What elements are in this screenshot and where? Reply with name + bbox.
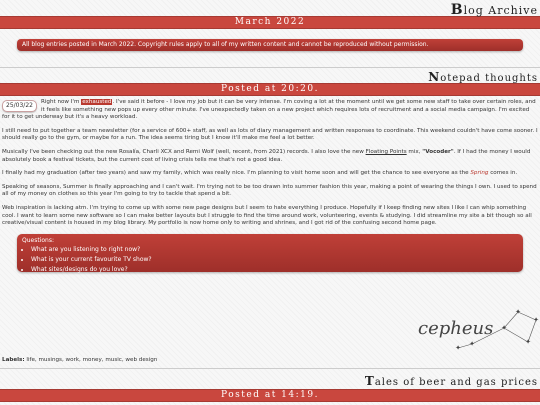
question-item: • What sites/designs do you love? [31, 265, 518, 275]
divider [0, 368, 540, 369]
paragraph-6: Web inspiration is lacking atm. I'm trying to come up with some new page designs but I seem to hate everything I produce. Hopefully if I keep finding new sites I like I can whip something cool. I want to learn some new software so I can make better layouts but I struggle to find the time around work, volunteering, events & studying. I did streamline my site a bit though so all creative/visual content is housed in my blog library. My portfolio is now home only to writing and shrines, and I got rid of the confusing second home page. [2, 204, 532, 227]
spring-emphasis: Spring [470, 170, 489, 177]
svg-text:✦: ✦ [469, 340, 475, 348]
highlight-exhausted: exhausted [82, 99, 112, 105]
posted-at-band: Posted at 20:20. [0, 83, 540, 96]
question-item: • What are you listening to right now? [31, 245, 518, 255]
questions-label: Questions: [22, 236, 54, 244]
labels-label: Labels: [2, 357, 25, 363]
next-post-title-rest: ales of beer and gas prices [374, 377, 538, 388]
paragraph-5: Speaking of seasons, Summer is finally approaching and I can't wait. I'm trying not to be too drawn into summer fashion this year, making a point of wearing the things I own. I used to spend all of my money on clothes so this year I'm going to try to tackle that spend a bit. [2, 183, 537, 198]
svg-text:✦: ✦ [515, 308, 521, 316]
archive-title [0, 0, 540, 18]
floating-points-link[interactable]: Floating Points [365, 148, 407, 155]
paragraph-1 [2, 99, 538, 122]
paragraph-4 [2, 170, 538, 178]
post-title[interactable] [0, 70, 540, 82]
date-badge: 25/03/22 [2, 100, 37, 112]
p1-text-b: . I've said it before - I love my job but it can be very intense. I'm coving a lot at the moment until we get some new staff to take over certain roles, and it feels like something new pops up every other minute. I've unexpectedly taken on a new project which requires lots of recruitment and a social media campaign. I'm excited for it to get underway but it's a heavy workload. [2, 99, 536, 121]
month-band: March 2022 [0, 16, 540, 29]
next-post-title[interactable] [365, 374, 538, 388]
p1-text-a: Right now I'm [40, 99, 82, 105]
p3-text-a: Musically I've been checking out the new Rosalía, Charli XCX and Remi Wolf (well, recent, from 2021) records. I also love the new [2, 148, 366, 155]
post-content [0, 99, 540, 228]
svg-text:✦: ✦ [533, 316, 539, 324]
labels-list[interactable]: life, musings, work, money, music, web design [26, 357, 158, 363]
paragraph-3 [2, 149, 538, 164]
svg-text:✦: ✦ [501, 324, 507, 332]
archive-title-cap: B [450, 2, 464, 18]
questions-box [17, 234, 523, 272]
vocoder-title: "Vocoder" [422, 148, 454, 155]
post-title-cap: N [428, 70, 441, 84]
archive-title-rest: log Archive [463, 4, 538, 17]
signature-text: cepheus [418, 318, 494, 339]
cepheus-signature-constellation [412, 298, 540, 358]
questions-list [22, 245, 518, 275]
divider [0, 67, 540, 68]
p4-text-b: comes in. [488, 170, 518, 177]
p4-text-a: I finally had my graduation (after two years) and saw my family, which was really nice. I'm planning to visit home soon and will get the chance to see everyone as the [2, 170, 471, 177]
post-labels [2, 357, 157, 363]
next-posted-at-band: Posted at 14:19. [0, 389, 540, 402]
question-item: • What is your current favourite TV show? [31, 255, 518, 265]
svg-text:✦: ✦ [525, 338, 531, 346]
next-post-title-cap: T [364, 374, 375, 388]
paragraph-2: I still need to put together a team newsletter (for a service of 600+ staff, as well as lots of diary management and written responses to coordinate. This weekend couldn't have come sooner. I should really go to the gym, or maybe for a run. The idea seems tiring but I know it'll make me feel a lot better. [2, 127, 538, 142]
post-title-rest: otepad thoughts [440, 73, 538, 84]
p3-text-c: . If I had the money I would absolutely book a festival tickets, but the current cost of living crisis tells me that's not a good idea. [2, 148, 531, 163]
svg-text:✦: ✦ [455, 344, 461, 352]
p3-text-b: mix, [406, 148, 423, 155]
copyright-notice: All blog entries posted in March 2022. Copyright rules apply to all of my written content and cannot be reproduced without permission. [17, 39, 523, 51]
